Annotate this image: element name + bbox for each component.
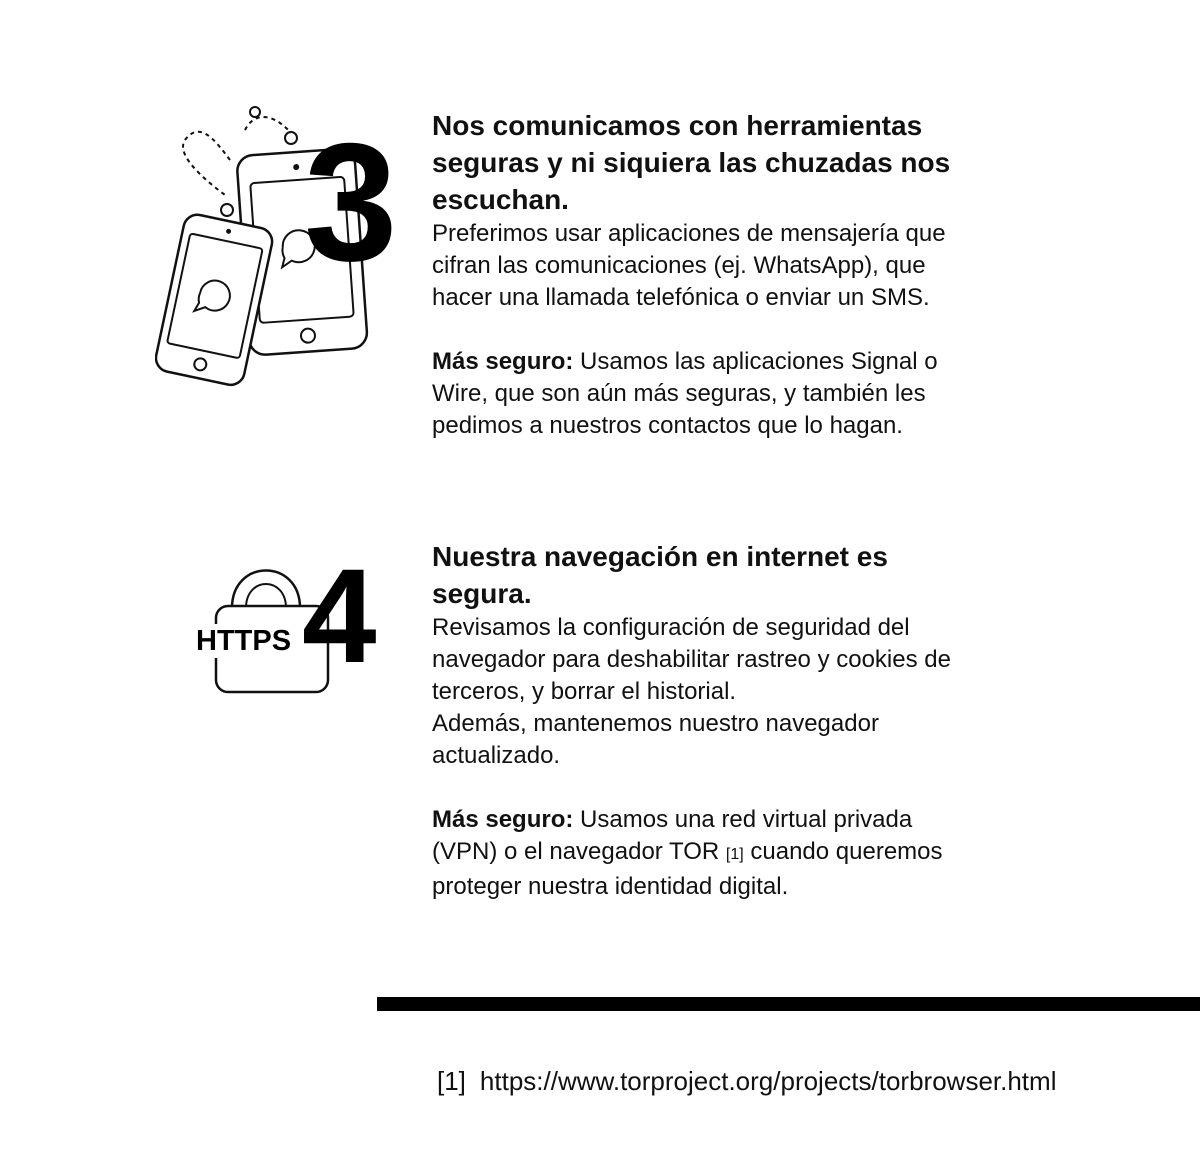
safer-label: Más seguro: xyxy=(432,806,574,833)
section-4-body xyxy=(432,612,1072,772)
title-line: Nuestra navegación en internet es xyxy=(432,541,888,572)
body-line: cifran las comunicaciones (ej. WhatsApp), que xyxy=(432,252,926,279)
safer-line: pedimos a nuestros contactos que lo hagan. xyxy=(432,412,903,439)
section-4-safer xyxy=(432,804,1072,903)
footnote-divider xyxy=(377,997,1200,1011)
footnote-number: [1] xyxy=(437,1066,466,1096)
safer-line: Wire, que son aún más seguras, y también les xyxy=(432,380,926,407)
body-line: actualizado. xyxy=(432,742,561,769)
title-line: segura. xyxy=(432,578,532,609)
safer-line: Usamos las aplicaciones Signal o xyxy=(573,348,938,375)
footnote-reference[interactable]: [1] xyxy=(725,846,744,863)
body-line: terceros, y borrar el historial. xyxy=(432,678,737,705)
section-4-title xyxy=(432,538,1072,612)
step-number-4: 4 xyxy=(302,542,377,691)
section-4 xyxy=(0,520,1200,940)
safer-line: cuando queremos xyxy=(743,838,943,865)
section-3 xyxy=(0,0,1200,480)
step-number-3: 3 xyxy=(304,108,394,296)
https-label: HTTPS xyxy=(196,625,292,657)
body-line: hacer una llamada telefónica o enviar un SMS. xyxy=(432,284,930,311)
body-line: Preferimos usar aplicaciones de mensajería que xyxy=(432,220,946,247)
section-3-title xyxy=(432,107,1072,218)
footnote xyxy=(437,1064,1056,1098)
title-line: seguras y ni siquiera las chuzadas nos xyxy=(432,147,951,178)
safer-line: (VPN) o el navegador TOR xyxy=(432,838,726,865)
body-line: navegador para deshabilitar rastreo y cookies de xyxy=(432,646,951,673)
section-4-text xyxy=(432,538,1072,903)
title-line: escuchan. xyxy=(432,184,569,215)
section-3-safer xyxy=(432,346,1072,442)
section-3-body xyxy=(432,218,1072,314)
safer-line: proteger nuestra identidad digital. xyxy=(432,873,789,900)
footnote-url[interactable]: https://www.torproject.org/projects/torbrowser.html xyxy=(479,1066,1057,1096)
safer-label: Más seguro: xyxy=(432,348,574,375)
body-line: Revisamos la configuración de seguridad del xyxy=(432,614,910,641)
body-line: Además, mantenemos nuestro navegador xyxy=(432,710,879,737)
safer-line: Usamos una red virtual privada xyxy=(573,806,913,833)
section-3-text xyxy=(432,107,1072,442)
title-line: Nos comunicamos con herramientas xyxy=(432,110,923,141)
